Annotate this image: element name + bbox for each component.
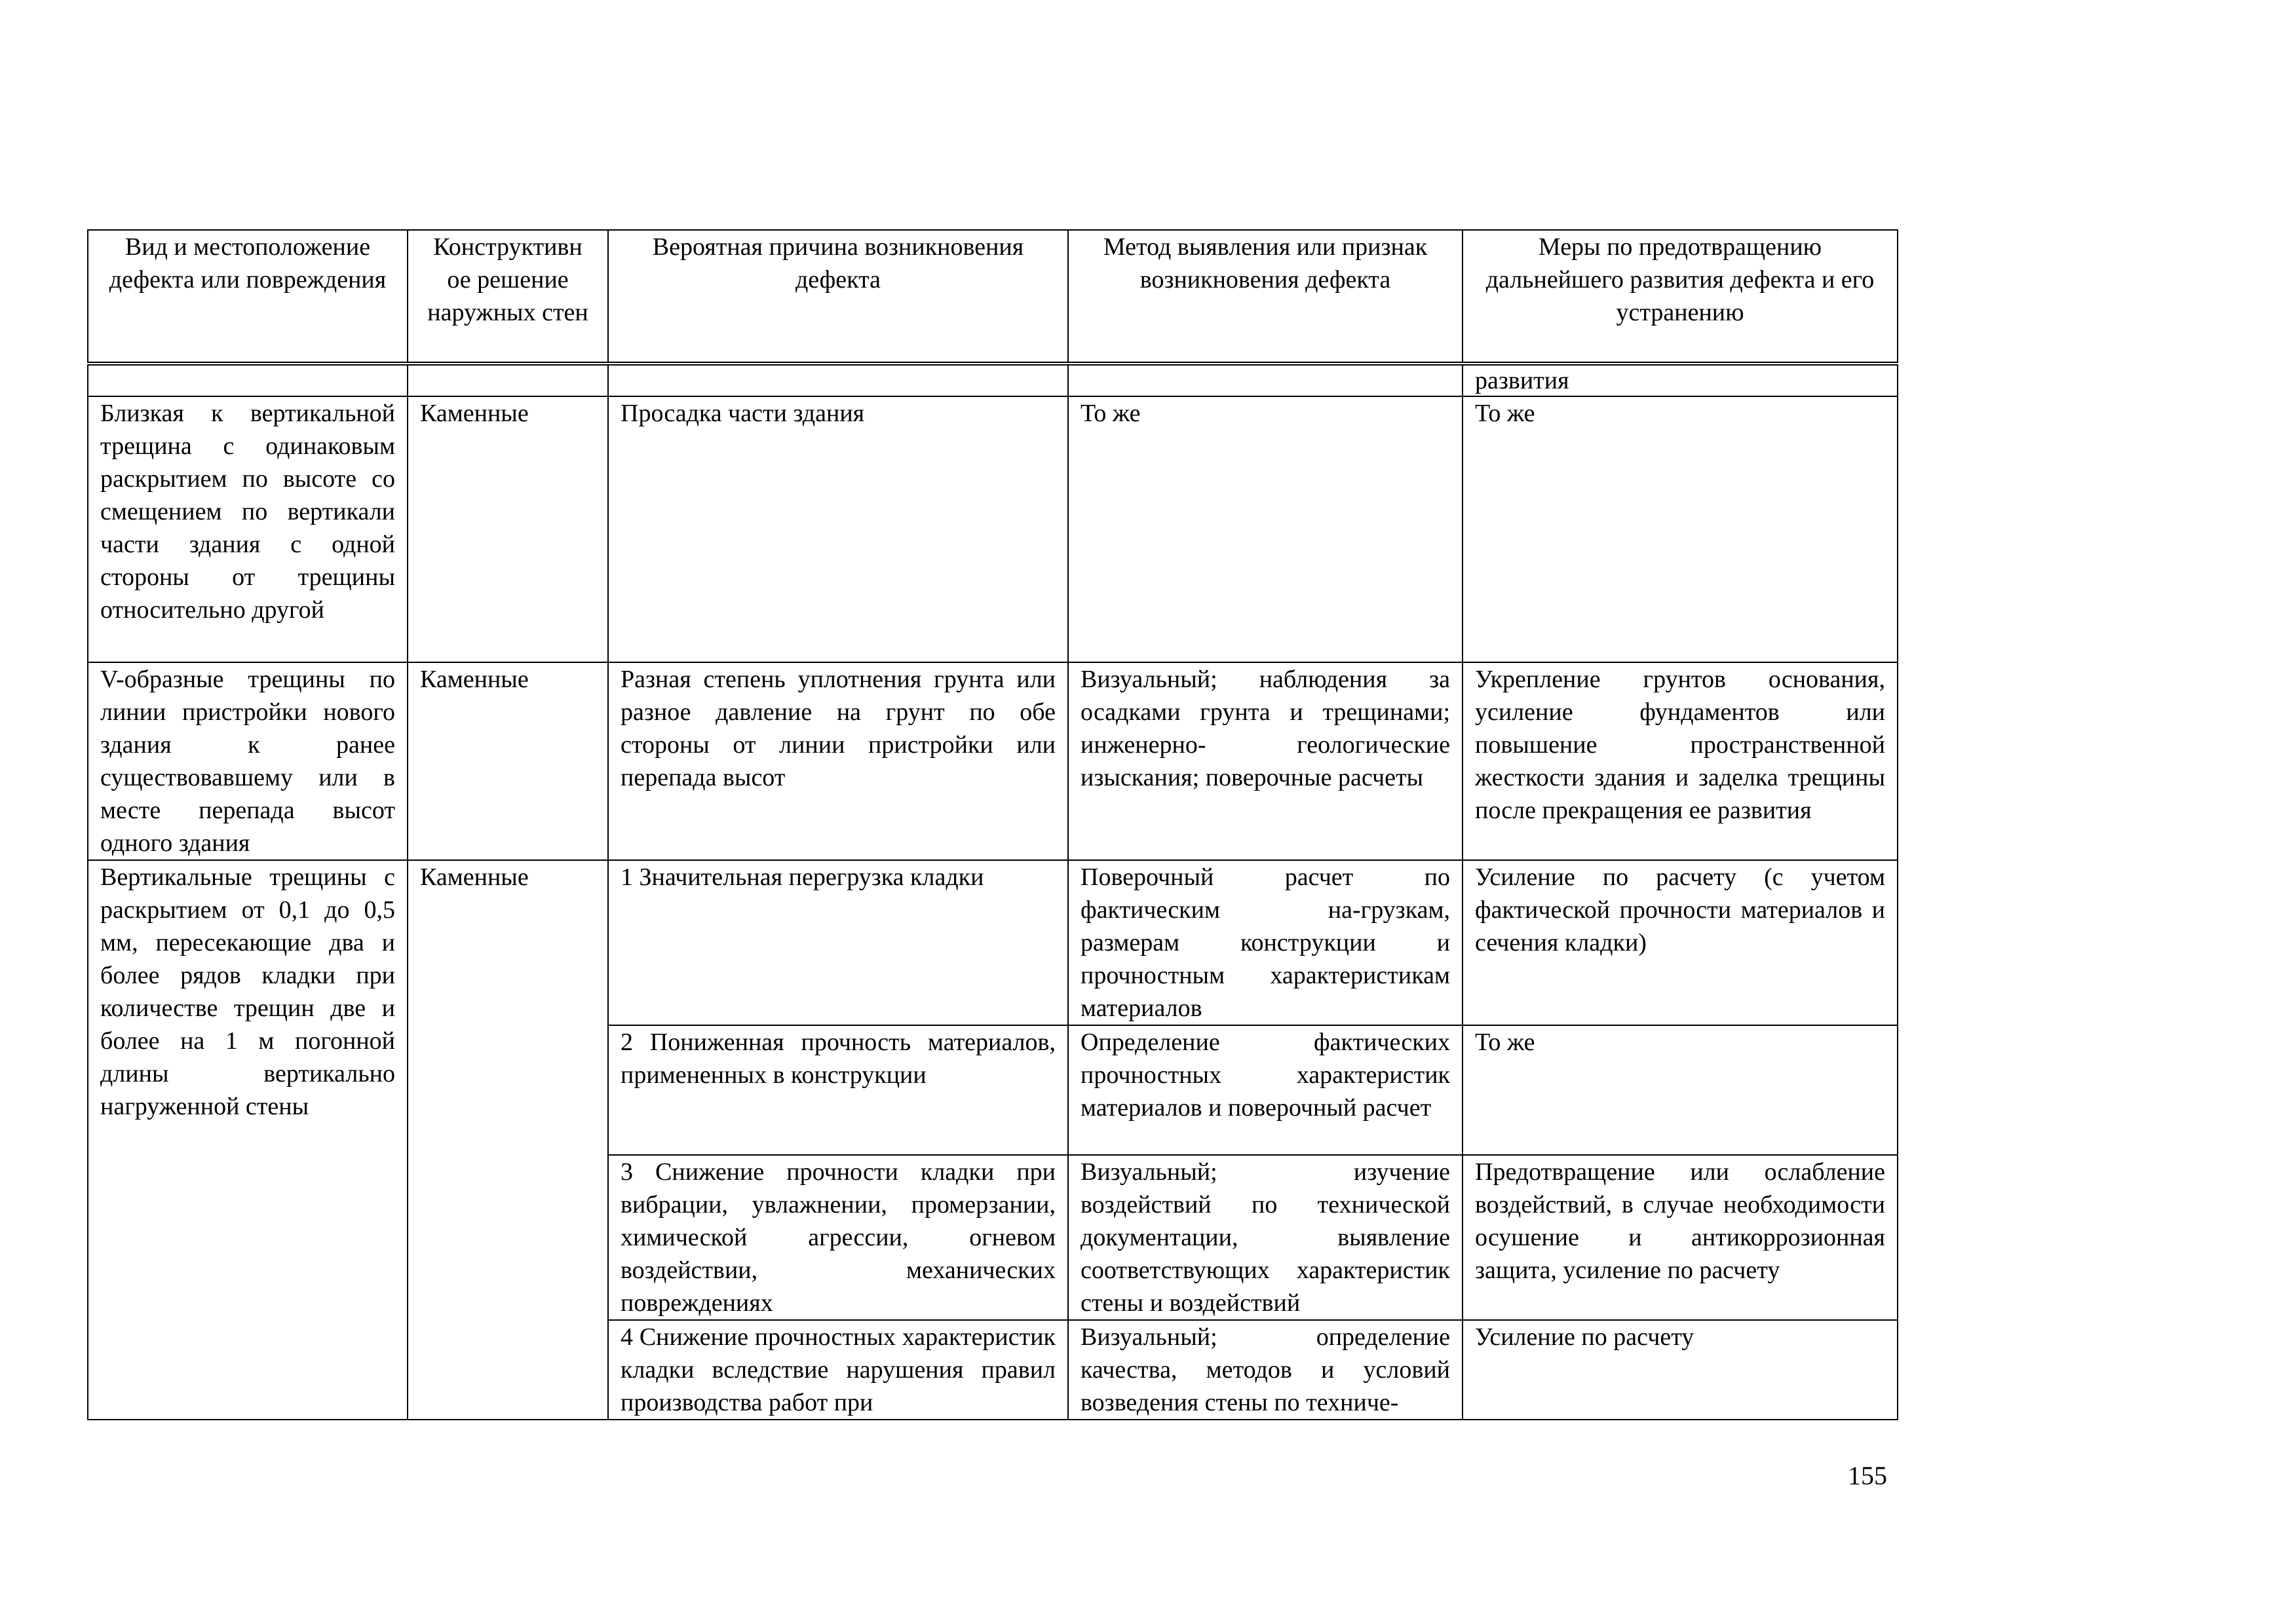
table-row-continuation <box>88 364 1898 396</box>
cell-defect: V-образные трещины по линии пристройки нового здания к ранее существовавшему или в месте перепада высот одного здания <box>88 662 408 860</box>
table-row <box>88 860 1898 1025</box>
defects-table <box>87 229 1898 1420</box>
table-cell <box>88 364 408 396</box>
cell-measures: Усиление по расчету (с учетом фактической прочности материалов и сечения кладки) <box>1463 860 1898 1025</box>
cell-measures: То же <box>1463 1025 1898 1155</box>
header-probable-cause: Вероятная причина возникновения дефекта <box>608 230 1068 364</box>
cell-measures: Предотвращение или ослабление воздействий, в случае необходимости осушение и антикоррозионная защита, усиление по расчету <box>1463 1155 1898 1320</box>
header-prevention-measures: Меры по предотвращению дальнейшего развития дефекта и его устранению <box>1463 230 1898 364</box>
table-cell-continuation: развития <box>1463 364 1898 396</box>
cell-cause: 3 Снижение прочности кладки при вибрации, увлажнении, промерзании, химической агрессии, огневом воздействии, механических повреждениях <box>608 1155 1068 1320</box>
cell-method: Определение фактических прочностных характеристик материалов и поверочный расчет <box>1068 1025 1463 1155</box>
table-cell <box>608 364 1068 396</box>
cell-method: Поверочный расчет по фактическим на-грузкам, размерам конструкции и прочностным характеристикам материалов <box>1068 860 1463 1025</box>
cell-wall: Каменные <box>408 860 608 1420</box>
cell-defect: Вертикальные трещины с раскрытием от 0,1 до 0,5 мм, пересекающие два и более рядов кладки при количестве трещин две и более на 1 м погонной длины вертикально нагруженной стены <box>88 860 408 1420</box>
page-number: 155 <box>1848 1461 1887 1490</box>
cell-wall: Каменные <box>408 662 608 860</box>
cell-method: Визуальный; изучение воздействий по технической документации, выявление соответствующих характеристик стены и воздействий <box>1068 1155 1463 1320</box>
header-defect-type: Вид и местоположение дефекта или повреждения <box>88 230 408 364</box>
cell-cause: Просадка части здания <box>608 396 1068 662</box>
cell-method: Визуальный; определение качества, методов и условий возведения стены по техниче- <box>1068 1320 1463 1420</box>
cell-cause: 2 Пониженная прочность материалов, примененных в конструкции <box>608 1025 1068 1155</box>
cell-cause: 4 Снижение прочностных характеристик кладки вследствие нарушения правил производства работ при <box>608 1320 1068 1420</box>
cell-wall: Каменные <box>408 396 608 662</box>
header-detection-method: Метод выявления или признак возникновения дефекта <box>1068 230 1463 364</box>
table-cell <box>408 364 608 396</box>
table-row <box>88 396 1898 662</box>
cell-method: Визуальный; наблюдения за осадками грунта и трещинами; инженерно- геологические изыскания; поверочные расчеты <box>1068 662 1463 860</box>
cell-cause: 1 Значительная перегрузка кладки <box>608 860 1068 1025</box>
table-row <box>88 662 1898 860</box>
cell-measures: Укрепление грунтов основания, усиление фундаментов или повышение пространственной жесткости здания и заделка трещины после прекращения ее развития <box>1463 662 1898 860</box>
cell-measures: То же <box>1463 396 1898 662</box>
cell-method: То же <box>1068 396 1463 662</box>
cell-defect: Близкая к вертикальной трещина с одинаковым раскрытием по высоте со смещением по вертикали части здания с одной стороны от трещины относительно другой <box>88 396 408 662</box>
cell-measures: Усиление по расчету <box>1463 1320 1898 1420</box>
header-wall-construction: Конструктивн ое решение наружных стен <box>408 230 608 364</box>
table-cell <box>1068 364 1463 396</box>
table-header-row <box>88 230 1898 364</box>
cell-cause: Разная степень уплотнения грунта или разное давление на грунт по обе стороны от линии пристройки или перепада высот <box>608 662 1068 860</box>
